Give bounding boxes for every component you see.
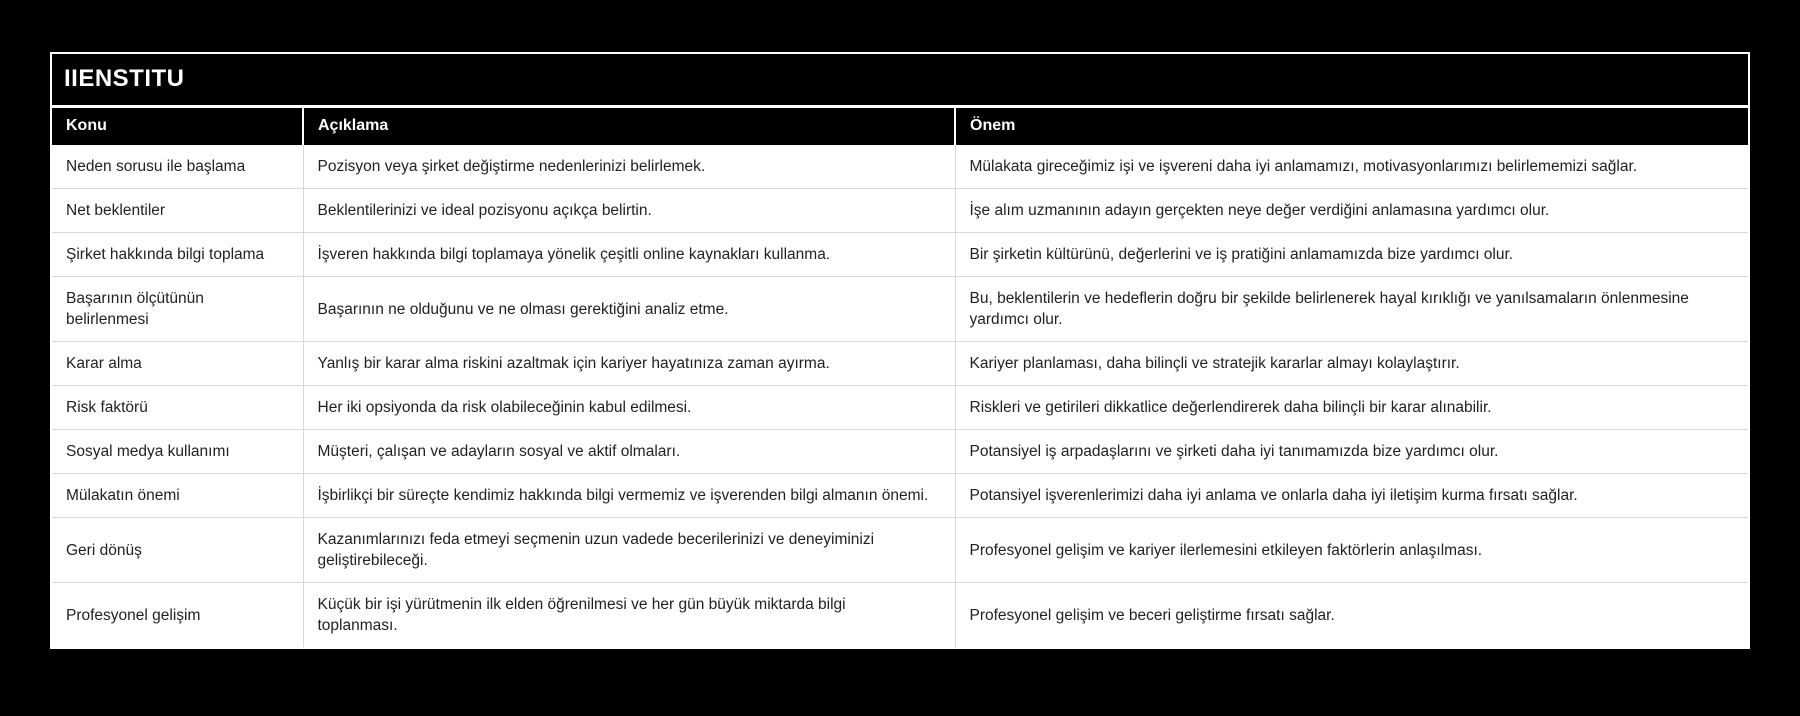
cell-aciklama: Yanlış bir karar alma riskini azaltmak için kariyer hayatınıza zaman ayırma. [303, 342, 955, 386]
cell-konu: Sosyal medya kullanımı [52, 430, 303, 474]
cell-konu: Profesyonel gelişim [52, 583, 303, 648]
table-row [52, 474, 1748, 518]
cell-aciklama: İşveren hakkında bilgi toplamaya yönelik çeşitli online kaynakları kullanma. [303, 233, 955, 277]
table-row [52, 518, 1748, 583]
cell-konu: Karar alma [52, 342, 303, 386]
column-header-konu: Konu [52, 108, 303, 145]
cell-konu: Geri dönüş [52, 518, 303, 583]
table-header-row [52, 108, 1748, 145]
cell-onem: Potansiyel işverenlerimizi daha iyi anlama ve onlarla daha iyi iletişim kurma fırsatı sağlar. [955, 474, 1748, 518]
cell-aciklama: Başarının ne olduğunu ve ne olması gerektiğini analiz etme. [303, 277, 955, 342]
cell-onem: Potansiyel iş arpadaşlarını ve şirketi daha iyi tanımamızda bize yardımcı olur. [955, 430, 1748, 474]
cell-onem: Kariyer planlaması, daha bilinçli ve stratejik kararlar almayı kolaylaştırır. [955, 342, 1748, 386]
info-table [52, 108, 1748, 647]
cell-aciklama: Her iki opsiyonda da risk olabileceğinin kabul edilmesi. [303, 386, 955, 430]
table-row [52, 277, 1748, 342]
cell-onem: Riskleri ve getirileri dikkatlice değerlendirerek daha bilinçli bir karar alınabilir. [955, 386, 1748, 430]
cell-aciklama: Müşteri, çalışan ve adayların sosyal ve aktif olmaları. [303, 430, 955, 474]
cell-onem: Profesyonel gelişim ve kariyer ilerlemesini etkileyen faktörlerin anlaşılması. [955, 518, 1748, 583]
cell-aciklama: Küçük bir işi yürütmenin ilk elden öğrenilmesi ve her gün büyük miktarda bilgi toplanması. [303, 583, 955, 648]
cell-aciklama: İşbirlikçi bir süreçte kendimiz hakkında bilgi vermemiz ve işverenden bilgi almanın önemi. [303, 474, 955, 518]
table-row [52, 342, 1748, 386]
cell-aciklama: Beklentilerinizi ve ideal pozisyonu açıkça belirtin. [303, 189, 955, 233]
column-header-aciklama: Açıklama [303, 108, 955, 145]
cell-konu: Şirket hakkında bilgi toplama [52, 233, 303, 277]
table-row [52, 145, 1748, 189]
table-row [52, 430, 1748, 474]
table-row [52, 583, 1748, 648]
cell-onem: Profesyonel gelişim ve beceri geliştirme fırsatı sağlar. [955, 583, 1748, 648]
cell-aciklama: Kazanımlarınızı feda etmeyi seçmenin uzun vadede becerilerinizi ve deneyiminizi geliştirebileceği. [303, 518, 955, 583]
cell-onem: Bu, beklentilerin ve hedeflerin doğru bir şekilde belirlenerek hayal kırıklığı ve yanılsamaların önlenmesine yardımcı olur. [955, 277, 1748, 342]
cell-konu: Net beklentiler [52, 189, 303, 233]
table-card [50, 52, 1750, 649]
cell-onem: Mülakata gireceğimiz işi ve işvereni daha iyi anlamamızı, motivasyonlarımızı belirlememizi sağlar. [955, 145, 1748, 189]
page-title: IIENSTITU [52, 54, 1748, 108]
column-header-onem: Önem [955, 108, 1748, 145]
table-row [52, 386, 1748, 430]
cell-konu: Neden sorusu ile başlama [52, 145, 303, 189]
table-row [52, 233, 1748, 277]
cell-onem: İşe alım uzmanının adayın gerçekten neye değer verdiğini anlamasına yardımcı olur. [955, 189, 1748, 233]
cell-konu: Başarının ölçütünün belirlenmesi [52, 277, 303, 342]
table-row [52, 189, 1748, 233]
cell-konu: Mülakatın önemi [52, 474, 303, 518]
cell-aciklama: Pozisyon veya şirket değiştirme nedenlerinizi belirlemek. [303, 145, 955, 189]
cell-onem: Bir şirketin kültürünü, değerlerini ve iş pratiğini anlamamızda bize yardımcı olur. [955, 233, 1748, 277]
cell-konu: Risk faktörü [52, 386, 303, 430]
